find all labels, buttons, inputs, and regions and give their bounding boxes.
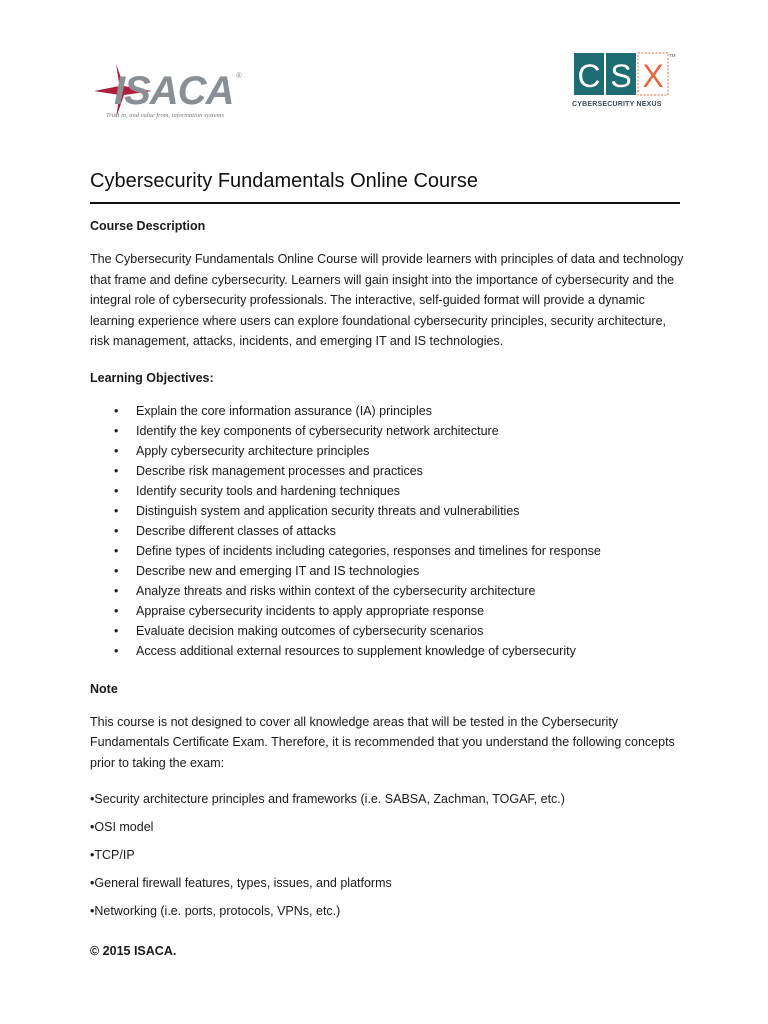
list-item: • Security architecture principles and frameworks (i.e. SABSA, Zachman, TOGAF, etc.) [90, 791, 685, 807]
list-item: • Access additional external resources to supplement knowledge of cybersecurity [90, 641, 685, 661]
isaca-tagline: Trust in, and value from, information systems [106, 112, 224, 119]
page-title: Cybersecurity Fundamentals Online Course [90, 170, 478, 192]
csx-letter-s: S [610, 58, 632, 94]
list-item: • Evaluate decision making outcomes of cybersecurity scenarios [90, 621, 685, 641]
list-item: • Identify the key components of cybersecurity network architecture [90, 421, 685, 441]
list-item: • TCP/IP [90, 847, 685, 863]
list-item: • Describe risk management processes and practices [90, 461, 685, 481]
isaca-wordmark: ISACA [114, 69, 234, 113]
prerequisite-list [90, 791, 685, 919]
csx-letter-x: X [642, 58, 664, 94]
isaca-logo [92, 62, 252, 122]
document-body [90, 218, 685, 931]
note-text: This course is not designed to cover all knowledge areas that will be tested in the Cybersecurity Fundamentals Certificate Exam. Therefore, it is recommended that you understand the following concepts prior to taking the exam: [90, 714, 675, 770]
list-item: • Analyze threats and risks within context of the cybersecurity architecture [90, 581, 685, 601]
course-description-heading: Course Description [90, 219, 206, 233]
csx-trademark: TM [669, 53, 676, 58]
list-item: • Distinguish system and application security threats and vulnerabilities [90, 501, 685, 521]
list-item: • Define types of incidents including categories, responses and timelines for response [90, 541, 685, 561]
course-description-text: The Cybersecurity Fundamentals Online Course will provide learners with principles of data and technology that frame and define cybersecurity. Learners will gain insight into the importance of cybersecurity and the integral role of cybersecurity professionals. The interactive, self-guided format will provide a dynamic learning experience where users can explore foundational cybersecurity principles, security architecture, risk management, attacks, incidents, and emerging IT and IS technologies. [90, 252, 684, 348]
isaca-registered-mark: ® [236, 71, 242, 80]
list-item: • Explain the core information assurance (IA) principles [90, 401, 685, 421]
learning-objectives-list [90, 401, 685, 661]
title-divider [90, 202, 680, 204]
note-heading: Note [90, 681, 118, 696]
list-item: • Identify security tools and hardening techniques [90, 481, 685, 501]
list-item: • Apply cybersecurity architecture principles [90, 441, 685, 461]
csx-tagline: CYBERSECURITY NEXUS [572, 101, 662, 108]
list-item: • Describe new and emerging IT and IS technologies [90, 561, 685, 581]
list-item: • Describe different classes of attacks [90, 521, 685, 541]
list-item: • OSI model [90, 819, 685, 835]
copyright-footer: © 2015 ISACA. [90, 944, 177, 958]
csx-letter-c: C [577, 58, 601, 94]
learning-objectives-heading: Learning Objectives: [90, 370, 214, 385]
list-item: • Appraise cybersecurity incidents to apply appropriate response [90, 601, 685, 621]
list-item: • Networking (i.e. ports, protocols, VPNs, etc.) [90, 903, 685, 919]
list-item: • General firewall features, types, issues, and platforms [90, 875, 685, 891]
